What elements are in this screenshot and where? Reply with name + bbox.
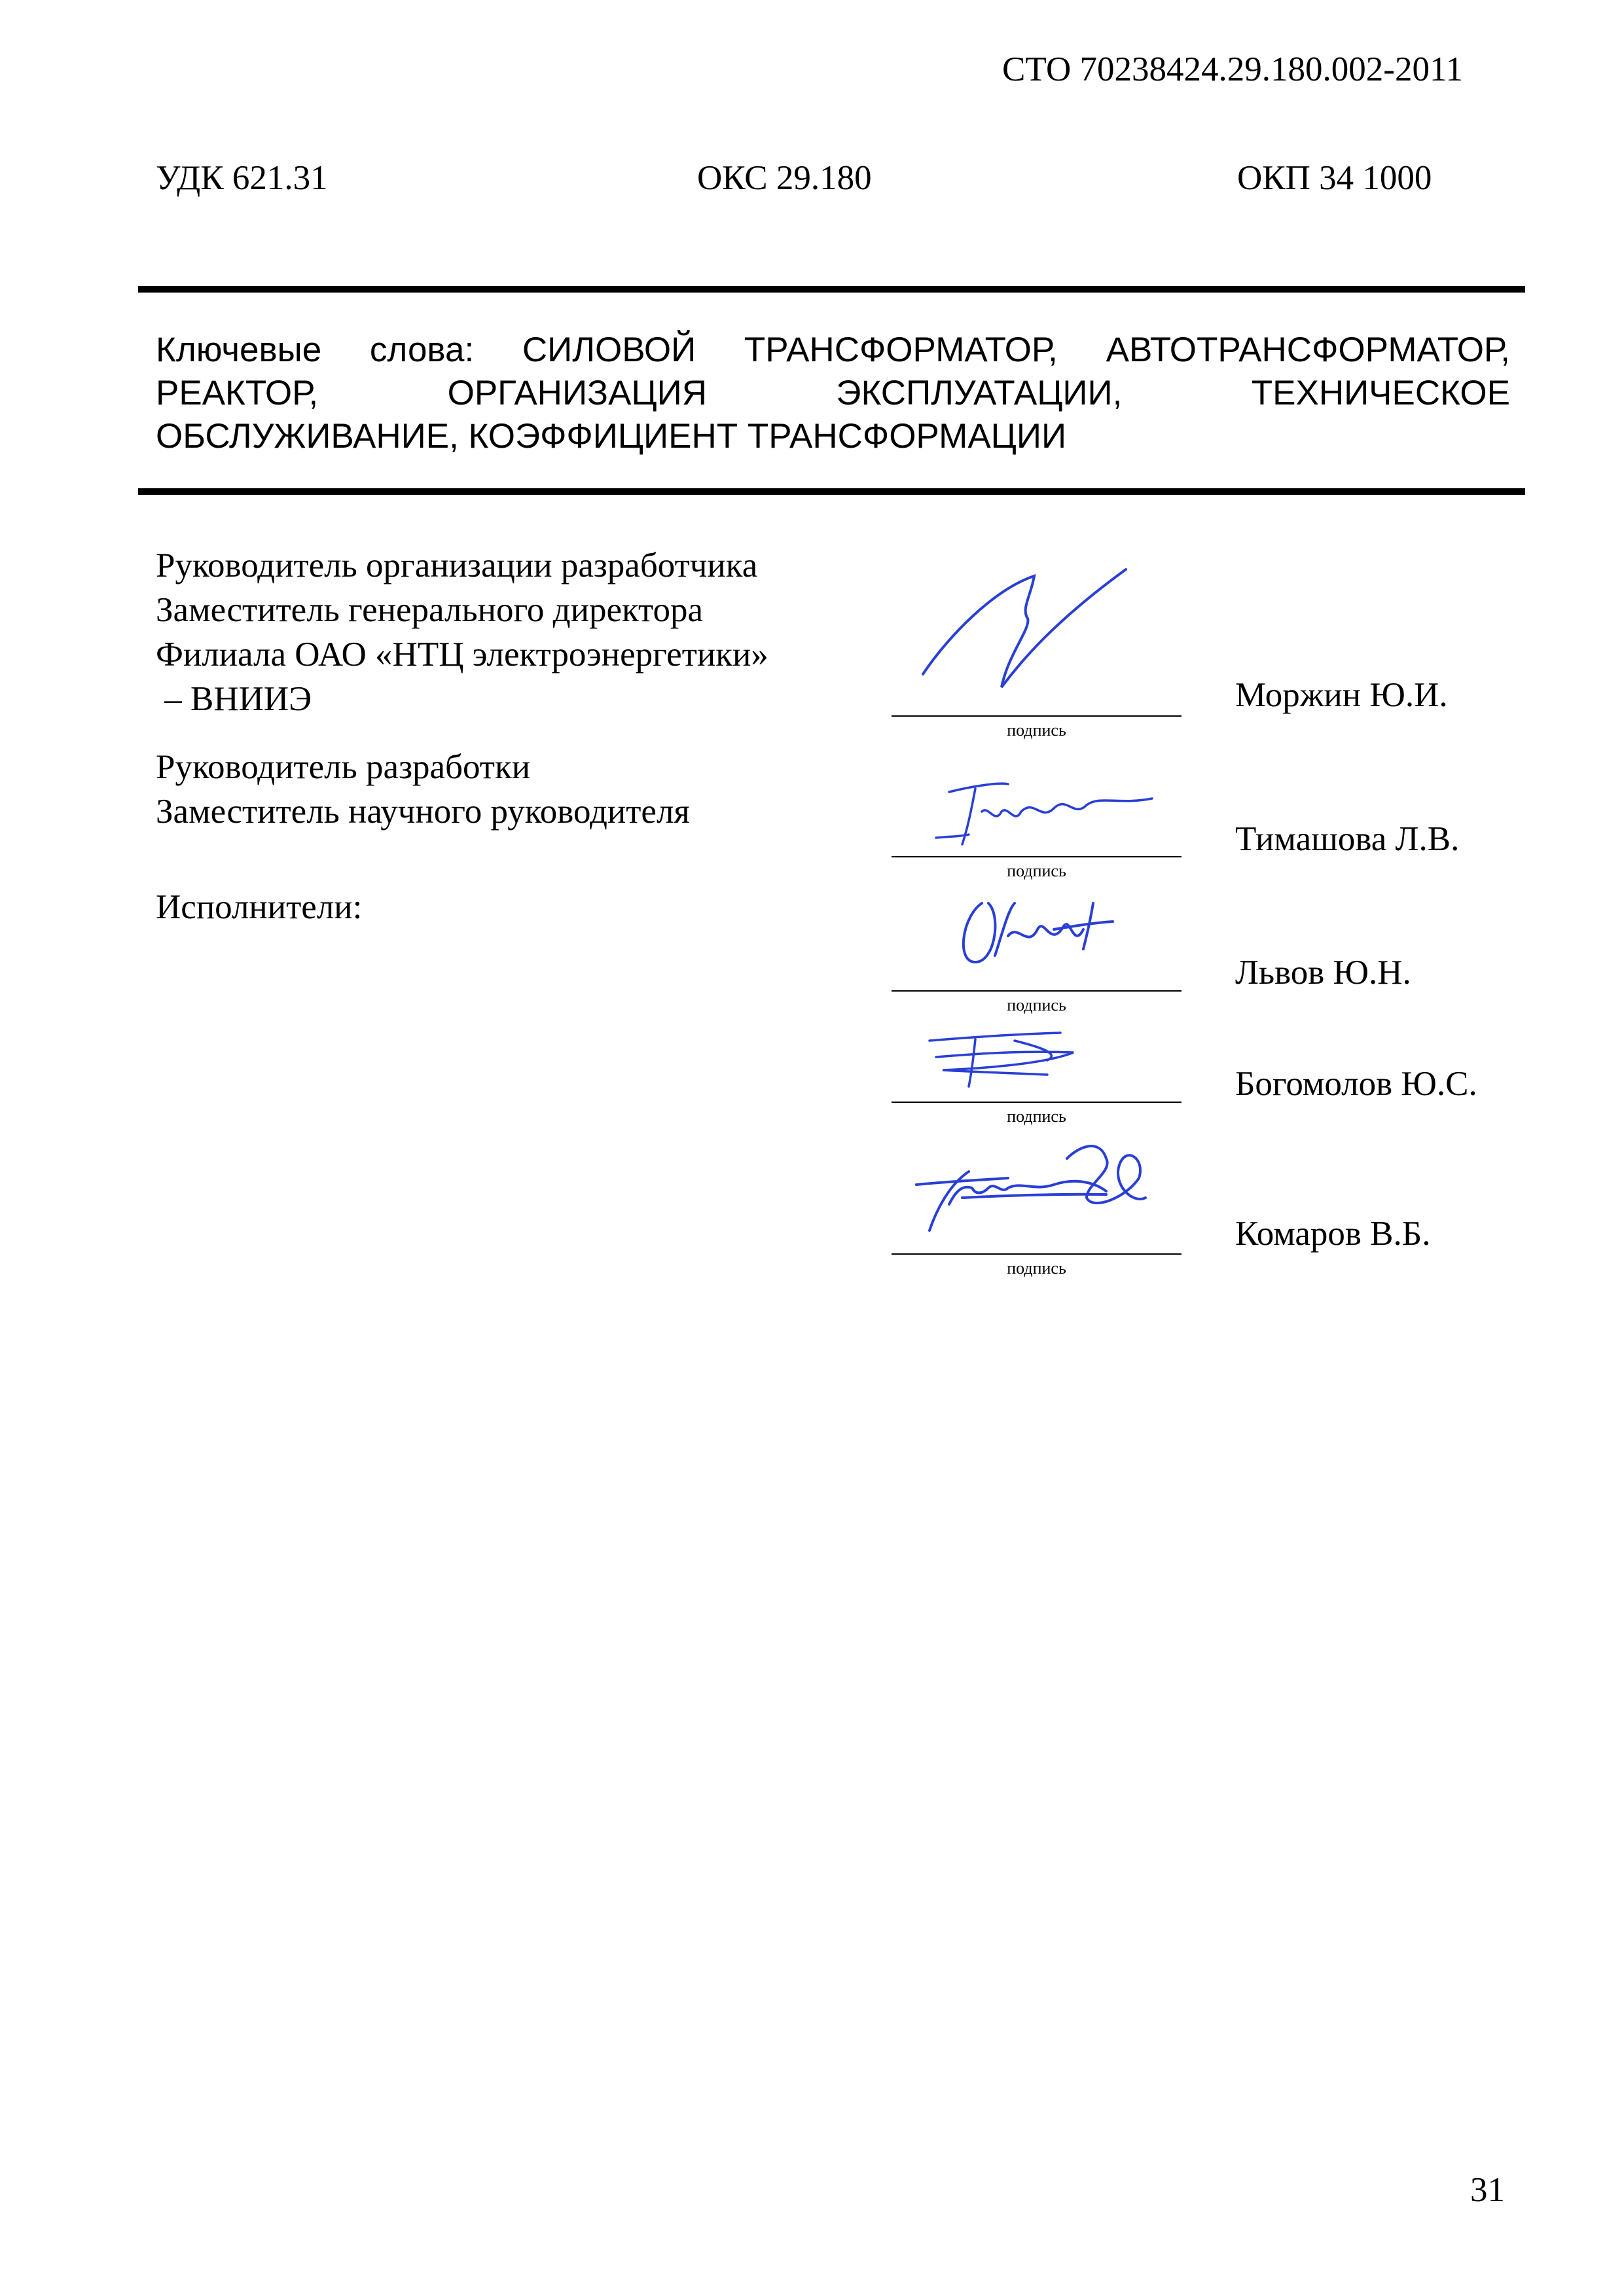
role-line: Исполнители: xyxy=(156,888,363,926)
page-number: 31 xyxy=(1470,2171,1505,2209)
signature-line xyxy=(892,990,1182,992)
signature-line xyxy=(892,715,1182,717)
document-code: СТО 70238424.29.180.002-2011 xyxy=(1002,50,1463,88)
signature-line xyxy=(892,1102,1182,1103)
signature-caption: подпись xyxy=(1007,721,1066,740)
role-org-head xyxy=(156,543,768,721)
top-rule xyxy=(138,286,1525,293)
oks-code: ОКС 29.180 xyxy=(697,159,872,197)
signatory-name: Тимашова Л.В. xyxy=(1235,820,1460,858)
role-line: Руководитель разработки xyxy=(156,748,531,786)
signature-caption: подпись xyxy=(1007,861,1066,880)
keywords-block xyxy=(156,329,1510,458)
signature-line xyxy=(892,856,1182,857)
role-line: – ВНИИЭ xyxy=(156,680,312,718)
signature-komarov xyxy=(910,1132,1159,1250)
signature-bogomolov xyxy=(916,1021,1087,1093)
role-line: Заместитель научного руководителя xyxy=(156,793,690,831)
keywords-line-1: Ключевые слова: СИЛОВОЙ ТРАНСФОРМАТОР, АВТОТРАНСФОРМАТОР, xyxy=(156,331,1510,369)
role-line: Заместитель генерального директора xyxy=(156,591,704,629)
role-executors xyxy=(156,885,362,929)
role-dev-head xyxy=(156,745,690,834)
signature-lvov xyxy=(956,890,1119,975)
signatory-name: Моржин Ю.И. xyxy=(1235,676,1448,714)
keywords-line-3: ОБСЛУЖИВАНИЕ, КОЭФФИЦИЕНТ ТРАНСФОРМАЦИИ xyxy=(156,417,1067,456)
signature-caption: подпись xyxy=(1007,1259,1066,1278)
signatory-name: Комаров В.Б. xyxy=(1235,1215,1431,1253)
keywords-line-2: РЕАКТОР, ОРГАНИЗАЦИЯ ЭКСПЛУАТАЦИИ, ТЕХНИЧЕСКОЕ xyxy=(156,374,1510,412)
signature-timashova xyxy=(923,766,1159,851)
okp-code: ОКП 34 1000 xyxy=(1237,159,1432,197)
bottom-rule xyxy=(138,488,1525,495)
signature-caption: подпись xyxy=(1007,1107,1066,1126)
signatory-name: Богомолов Ю.С. xyxy=(1235,1065,1477,1103)
signature-caption: подпись xyxy=(1007,996,1066,1014)
role-line: Филиала ОАО «НТЦ электроэнергетики» xyxy=(156,636,768,673)
signature-line xyxy=(892,1253,1182,1255)
signature-morzhin xyxy=(916,563,1132,707)
udk-code: УДК 621.31 xyxy=(156,159,328,197)
signatory-name: Львов Ю.Н. xyxy=(1235,954,1411,992)
role-line: Руководитель организации разработчика xyxy=(156,547,758,584)
